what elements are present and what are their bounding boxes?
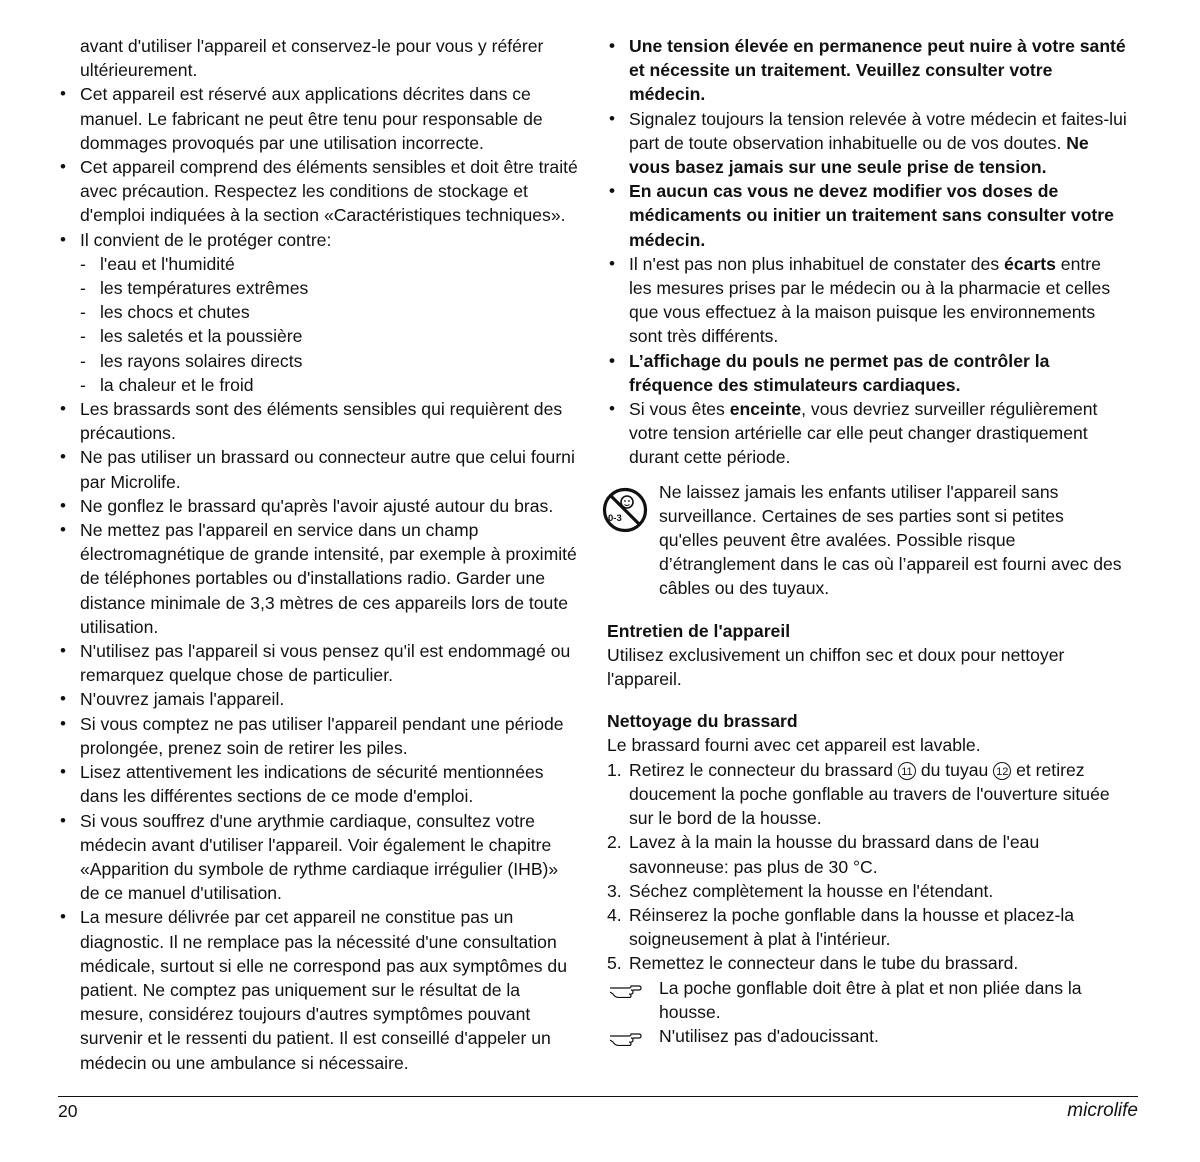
list-item: - les saletés et la poussière <box>58 324 578 348</box>
safety-list-a <box>58 82 578 251</box>
step-number: 2. <box>607 832 622 853</box>
notes <box>607 976 1127 1049</box>
list-item <box>607 830 1127 878</box>
step-text: Séchez complètement la housse en l'étendant. <box>629 880 994 901</box>
list-item-emphasis: enceinte <box>729 399 802 420</box>
right-column <box>607 34 1127 1048</box>
list-item: • Une tension élevée en permanence peut nuire à votre santé et nécessite un traitement. Veuillez consulter votre médecin. <box>607 34 1127 107</box>
maintenance-heading: Entretien de l'appareil <box>607 620 791 641</box>
page-number: 20 <box>58 1101 78 1121</box>
list-item <box>607 252 1127 349</box>
list-item <box>607 758 1127 831</box>
list-item-text: Si vous êtes <box>629 399 730 420</box>
health-list <box>607 34 1127 470</box>
no-children-icon <box>601 486 649 534</box>
left-column <box>58 34 578 1075</box>
list-item: • Il convient de le protéger contre: <box>58 228 578 252</box>
maintenance-section <box>607 619 1127 692</box>
list-item: • Si vous comptez ne pas utiliser l'appareil pendant une période prolongée, prenez soin de retirer les piles. <box>58 712 578 760</box>
children-warning <box>607 480 1127 601</box>
step-text: Lavez à la main la housse du brassard dans de l'eau savonneuse: pas plus de 30 °C. <box>629 832 1040 877</box>
list-item-emphasis: écarts <box>1004 253 1056 274</box>
list-item <box>607 879 1127 903</box>
step-text: Retirez le connecteur du brassard <box>629 759 898 780</box>
cuff-heading: Nettoyage du brassard <box>607 711 798 732</box>
list-item: • La mesure délivrée par cet appareil ne constitue pas un diagnostic. Il ne remplace pas la nécessité d'une consultation médicale, surtout si elle ne correspond pas aux symptômes du patient. Ne comptez pas uniquement sur le résultat de la mesure, considérez toujours d'autres symptômes pouvant survenir et le ressenti du patient. Il est conseillé d'appeler un médecin ou une ambulance si nécessaire. <box>58 905 578 1074</box>
note-text: N'utilisez pas d'adoucissant. <box>659 1025 879 1046</box>
step-text: Remettez le connecteur dans le tube du brassard. <box>629 953 1019 974</box>
intro-text: avant d'utiliser l'appareil et conservez-le pour vous y référer ultérieurement. <box>80 36 544 81</box>
age-label: 0-3 <box>608 512 622 524</box>
part-reference: 12 <box>993 762 1011 780</box>
note-item <box>607 976 1127 1024</box>
step-number: 5. <box>607 953 622 974</box>
list-item: • Ne gonflez le brassard qu'après l'avoir ajusté autour du bras. <box>58 494 578 518</box>
part-reference: 11 <box>898 762 916 780</box>
footer-divider <box>58 1096 1138 1097</box>
step-number: 3. <box>607 880 622 901</box>
note-text: La poche gonflable doit être à plat et non pliée dans la housse. <box>659 977 1082 1022</box>
list-item: • N'utilisez pas l'appareil si vous pensez qu'il est endommagé ou remarquez quelque chose de particulier. <box>58 639 578 687</box>
safety-list-b <box>58 397 578 1075</box>
list-item: - les températures extrêmes <box>58 276 578 300</box>
brand-logo: microlife <box>1067 1100 1138 1121</box>
list-item: • Les brassards sont des éléments sensibles qui requièrent des précautions. <box>58 397 578 445</box>
list-item <box>607 107 1127 180</box>
list-item-text: Il n'est pas non plus inhabituel de constater des <box>629 253 1005 274</box>
list-item: • Lisez attentivement les indications de sécurité mentionnées dans les différentes sections de ce mode d'emploi. <box>58 760 578 808</box>
list-item-text: entre les mesures prises par le médecin ou à la pharmacie et celles que vous effectuez à la maison puisque les environnements sont très différents. <box>629 253 1111 347</box>
protect-list <box>58 252 578 397</box>
cuff-section <box>607 709 1127 1048</box>
maintenance-text: Utilisez exclusivement un chiffon sec et doux pour nettoyer l'appareil. <box>607 644 1065 690</box>
list-item-emphasis: Ne vous basez jamais sur une seule prise de tension. <box>629 132 1089 178</box>
step-number: 1. <box>607 759 622 780</box>
list-item: • Ne mettez pas l'appareil en service dans un champ électromagnétique de grande intensité, par exemple à proximité de téléphones portables ou d'installations radio. Garder une distance minimale de 3,3 mètres de ces appareils lors de toute utilisation. <box>58 518 578 639</box>
step-text: et retirez doucement la poche gonflable au travers de l'ouverture située sur le bord de la housse. <box>629 759 1110 829</box>
note-item <box>607 1024 1127 1048</box>
list-item: - l'eau et l'humidité <box>58 252 578 276</box>
list-item: - les rayons solaires directs <box>58 349 578 373</box>
cleaning-steps <box>607 758 1127 976</box>
list-item: • Si vous souffrez d'une arythmie cardiaque, consultez votre médecin avant d'utiliser l'appareil. Voir également le chapitre «Apparition du symbole de rythme cardiaque irrégulier (IHB)» de ce manuel d'utilisation. <box>58 809 578 906</box>
step-text: du tuyau <box>915 759 994 780</box>
list-item: • Cet appareil est réservé aux applications décrites dans ce manuel. Le fabricant ne peut être tenu pour responsable de dommages provoqués par une utilisation incorrecte. <box>58 82 578 155</box>
list-item: • Ne pas utiliser un brassard ou connecteur autre que celui fourni par Microlife. <box>58 445 578 493</box>
step-number: 4. <box>607 904 622 925</box>
list-item <box>607 397 1127 470</box>
list-item: - la chaleur et le froid <box>58 373 578 397</box>
list-item: • L’affichage du pouls ne permet pas de contrôler la fréquence des stimulateurs cardiaques. <box>607 349 1127 397</box>
list-item: • N'ouvrez jamais l'appareil. <box>58 687 578 711</box>
list-item <box>607 951 1127 975</box>
list-item-text: , vous devriez surveiller régulièrement votre tension artérielle car elle peut changer drastiquement durant cette période. <box>629 399 1098 468</box>
pointing-hand-icon <box>609 980 643 998</box>
cuff-intro: Le brassard fourni avec cet appareil est lavable. <box>607 735 981 756</box>
step-text: Réinserez la poche gonflable dans la housse et placez-la soigneusement à plat à l'intérieur. <box>629 904 1075 950</box>
list-item: - les chocs et chutes <box>58 300 578 324</box>
list-item: • Cet appareil comprend des éléments sensibles et doit être traité avec précaution. Respectez les conditions de stockage et d'emploi indiquées à la section «Caractéristiques techniques». <box>58 155 578 228</box>
list-item-text: Signalez toujours la tension relevée à votre médecin et faites-lui part de toute observation inhabituelle ou de vos doutes. <box>629 108 1127 153</box>
list-item <box>607 903 1127 951</box>
pointing-hand-icon <box>609 1028 643 1046</box>
children-warning-text: Ne laissez jamais les enfants utiliser l'appareil sans surveillance. Certaines de ses parties sont si petites qu'elles peuvent être avalées. Possible risque d’étranglement dans le cas où l’appareil est fourni avec des câbles ou des tuyaux. <box>659 481 1122 599</box>
list-item: • En aucun cas vous ne devez modifier vos doses de médicaments ou initier un traitement sans consulter votre médecin. <box>607 179 1127 252</box>
